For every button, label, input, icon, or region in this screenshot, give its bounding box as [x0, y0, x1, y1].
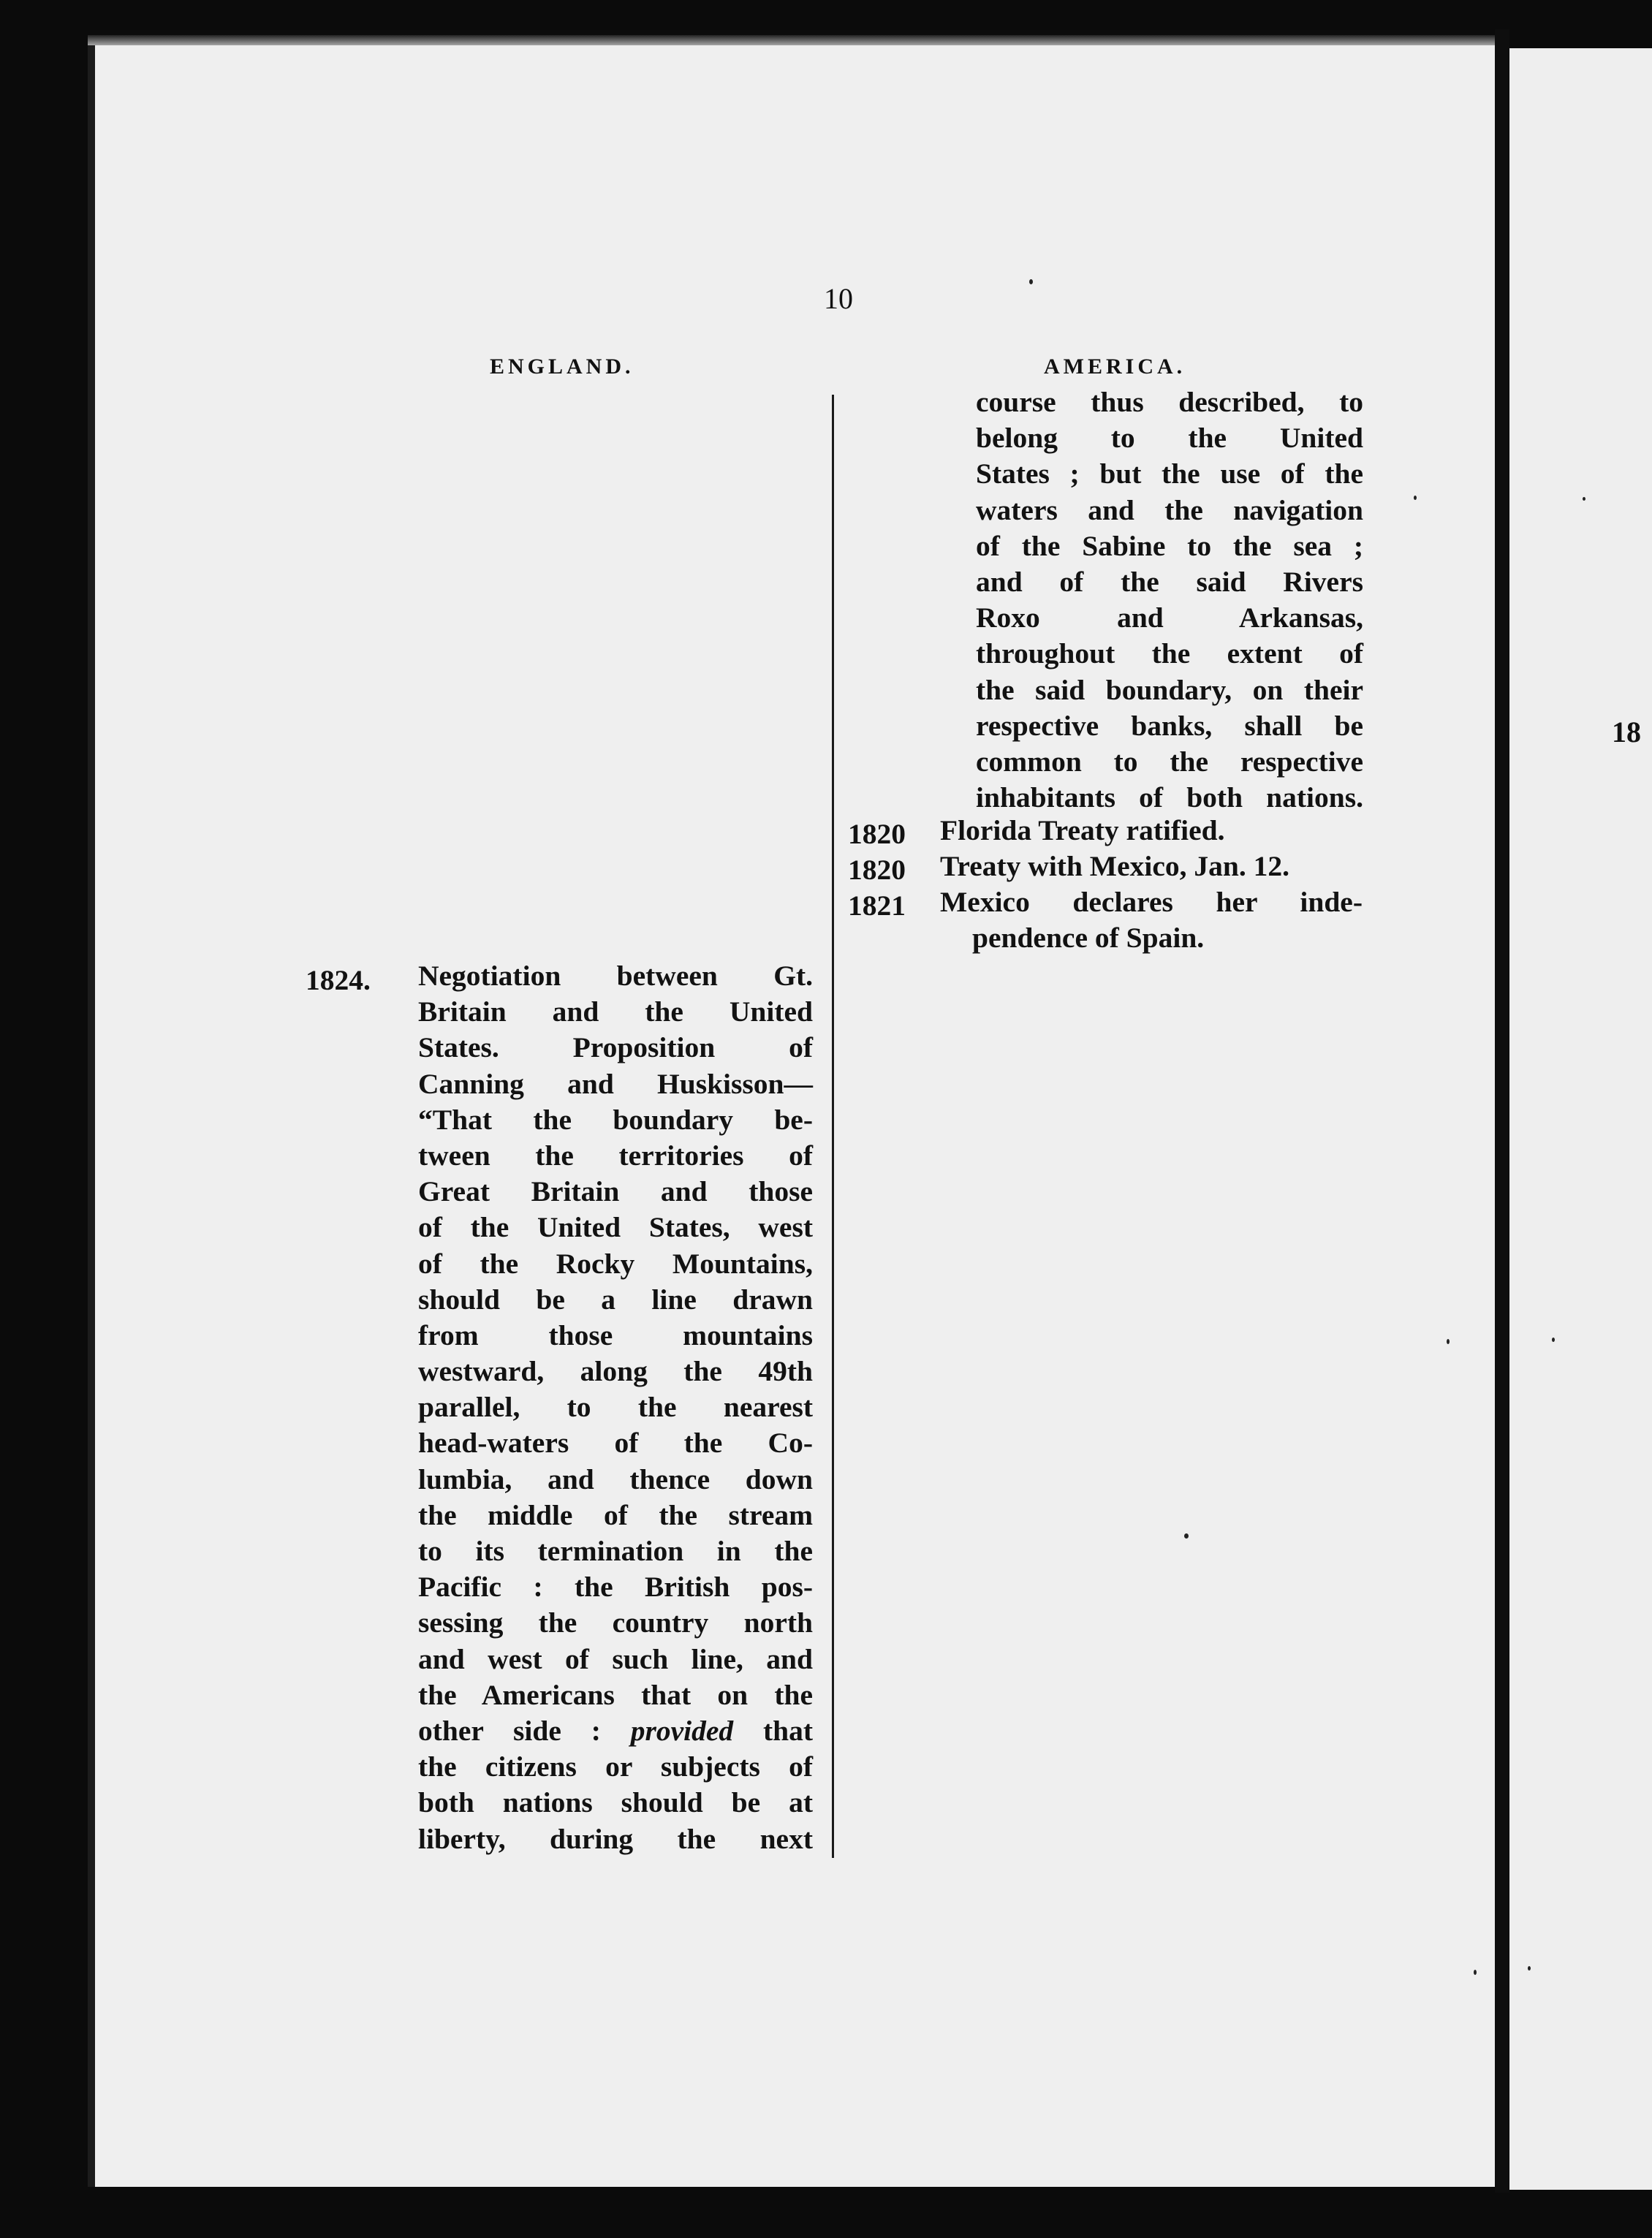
text-line: westward, along the 49th — [418, 1355, 813, 1388]
text-line: the Americans that on the — [418, 1678, 813, 1711]
binding-gutter — [1495, 29, 1509, 2193]
scan-speck — [1583, 497, 1585, 501]
text-line: States. Proposition of — [418, 1031, 813, 1064]
text-line: lumbia, and thence down — [418, 1463, 813, 1495]
text-line: of the Sabine to the sea ; — [976, 529, 1363, 562]
text-line: the said boundary, on their — [976, 673, 1363, 706]
scan-speck — [1184, 1533, 1189, 1539]
england-1824-negotiation-paragraph — [418, 958, 813, 1857]
text-line: sessing the country north — [418, 1607, 813, 1639]
text-line: from those mountains — [418, 1319, 813, 1351]
text-line: of the United States, west — [418, 1211, 813, 1244]
column-heading-england: ENGLAND. — [490, 354, 634, 379]
text-line: “That the boundary be- — [418, 1103, 813, 1136]
entry-year-1820-florida: 1820 — [848, 818, 906, 850]
text-line: to its termination in the — [418, 1535, 813, 1567]
text-line: head-waters of the Co- — [418, 1427, 813, 1460]
scan-speck — [1414, 496, 1417, 500]
scan-speck — [1029, 279, 1033, 284]
entry-florida-treaty: Florida Treaty ratified. — [940, 814, 1225, 846]
text-fragment: other side : — [418, 1714, 601, 1747]
text-line: Britain and the United — [418, 995, 813, 1028]
scan-speck — [1447, 1339, 1450, 1344]
entry-mexico-independence — [940, 884, 1363, 920]
adjacent-page-edge — [1509, 48, 1652, 2190]
text-line: and west of such line, and — [418, 1642, 813, 1675]
america-continuation-paragraph — [976, 384, 1363, 816]
text-line: waters and the navigation — [976, 493, 1363, 526]
text-line-with-italic — [418, 1713, 813, 1749]
text-line: common to the respective — [976, 745, 1363, 778]
text-line: the citizens or subjects of — [418, 1750, 813, 1783]
text-line: should be a line drawn — [418, 1283, 813, 1316]
entry-treaty-mexico: Treaty with Mexico, Jan. 12. — [940, 850, 1289, 882]
text-fragment: that — [762, 1714, 813, 1747]
text-line: the middle of the stream — [418, 1498, 813, 1531]
entry-mexico-independence-cont: pendence of Spain. — [972, 922, 1205, 954]
column-divider-rule — [832, 395, 834, 1858]
entry-year-1824: 1824. — [306, 964, 371, 996]
scan-speck — [1528, 1966, 1531, 1970]
entry-year-1820-mexico: 1820 — [848, 854, 906, 886]
text-line: and of the said Rivers — [976, 565, 1363, 598]
text-line: of the Rocky Mountains, — [418, 1247, 813, 1280]
italic-word: provided — [630, 1714, 734, 1747]
entry-year-1821: 1821 — [848, 889, 906, 922]
text-line: liberty, during the next — [418, 1822, 813, 1855]
text-line: Roxo and Arkansas, — [976, 602, 1363, 634]
column-heading-america: AMERICA. — [1044, 354, 1186, 379]
text-line: Pacific : the British pos- — [418, 1571, 813, 1604]
text-line: Canning and Huskisson— — [418, 1067, 813, 1100]
facing-page-edge-text: 18 — [1612, 716, 1641, 748]
text-line: Negotiation between Gt. — [418, 960, 813, 992]
text-line: throughout the extent of — [976, 637, 1363, 670]
scan-speck — [1474, 1970, 1477, 1975]
text-line: tween the territories of — [418, 1139, 813, 1172]
text-line: belong to the United — [976, 422, 1363, 455]
scan-speck — [1552, 1338, 1555, 1342]
page-number: 10 — [824, 282, 853, 315]
text-line: respective banks, shall be — [976, 709, 1363, 742]
text-line: both nations should be at — [418, 1786, 813, 1819]
text-line: parallel, to the nearest — [418, 1391, 813, 1424]
text-line: States ; but the use of the — [976, 458, 1363, 490]
text-line: inhabitants of both nations. — [976, 781, 1363, 814]
text-line: Mexico declares her inde- — [940, 886, 1363, 918]
text-line: Great Britain and those — [418, 1175, 813, 1208]
text-line: course thus described, to — [976, 386, 1363, 418]
